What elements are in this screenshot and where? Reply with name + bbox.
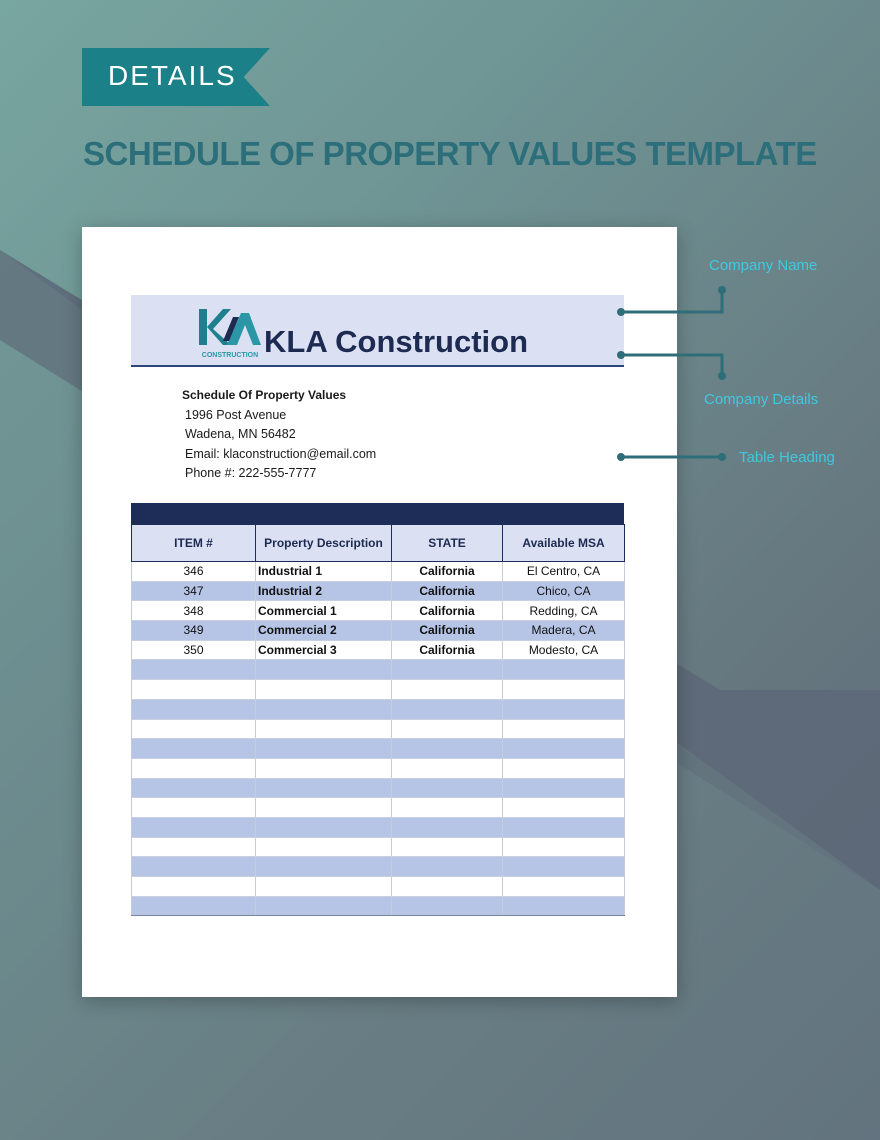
description-cell: Commercial 3 [256, 640, 392, 660]
company-banner [131, 295, 624, 367]
empty-table-row [132, 857, 625, 877]
empty-cell [132, 739, 256, 759]
empty-cell [132, 699, 256, 719]
empty-table-row [132, 837, 625, 857]
callout-company-name: Company Name [709, 257, 818, 274]
description-cell: Commercial 1 [256, 601, 392, 621]
empty-cell [256, 778, 392, 798]
empty-cell [503, 798, 625, 818]
table-row [132, 562, 625, 582]
empty-table-row [132, 758, 625, 778]
description-cell: Industrial 2 [256, 581, 392, 601]
table-row [132, 621, 625, 641]
empty-cell [503, 739, 625, 759]
empty-table-row [132, 680, 625, 700]
callout-table-heading: Table Heading [739, 449, 835, 466]
empty-cell [132, 798, 256, 818]
empty-cell [392, 660, 503, 680]
empty-cell [132, 680, 256, 700]
empty-cell [256, 896, 392, 916]
item-number-cell: 350 [132, 640, 256, 660]
email-line: Email: klaconstruction@email.com [185, 446, 377, 461]
empty-table-row [132, 896, 625, 916]
empty-cell [392, 857, 503, 877]
company-logo-icon [197, 305, 263, 361]
empty-cell [256, 739, 392, 759]
empty-cell [132, 857, 256, 877]
state-cell: California [392, 562, 503, 582]
empty-table-row [132, 877, 625, 897]
empty-table-row [132, 778, 625, 798]
empty-cell [256, 817, 392, 837]
property-values-table [131, 524, 625, 916]
column-header-state: STATE [392, 525, 503, 562]
empty-cell [503, 699, 625, 719]
details-heading: Schedule Of Property Values [182, 388, 347, 402]
state-cell: California [392, 640, 503, 660]
column-header-msa: Available MSA [503, 525, 625, 562]
empty-cell [392, 778, 503, 798]
logo-subtext: CONSTRUCTION [201, 352, 259, 359]
item-number-cell: 347 [132, 581, 256, 601]
empty-cell [392, 896, 503, 916]
city-state-zip-line: Wadena, MN 56482 [185, 427, 296, 441]
empty-table-row [132, 699, 625, 719]
empty-cell [392, 758, 503, 778]
empty-cell [392, 739, 503, 759]
company-name: KLA Construction [264, 324, 529, 359]
empty-cell [132, 778, 256, 798]
empty-cell [256, 877, 392, 897]
empty-cell [256, 699, 392, 719]
msa-cell: Modesto, CA [503, 640, 625, 660]
empty-cell [132, 877, 256, 897]
empty-table-row [132, 798, 625, 818]
empty-cell [392, 837, 503, 857]
state-cell: California [392, 581, 503, 601]
empty-table-row [132, 739, 625, 759]
empty-cell [392, 817, 503, 837]
empty-cell [392, 798, 503, 818]
page-title: SCHEDULE OF PROPERTY VALUES TEMPLATE [83, 135, 817, 172]
empty-cell [503, 837, 625, 857]
empty-table-row [132, 817, 625, 837]
msa-cell: Madera, CA [503, 621, 625, 641]
details-badge-label: DETAILS [108, 60, 237, 91]
item-number-cell: 348 [132, 601, 256, 621]
empty-cell [503, 857, 625, 877]
empty-cell [256, 837, 392, 857]
empty-cell [392, 719, 503, 739]
table-row [132, 601, 625, 621]
empty-cell [256, 719, 392, 739]
empty-cell [132, 817, 256, 837]
company-details [182, 386, 376, 484]
table-row [132, 581, 625, 601]
table-header-row [132, 525, 625, 562]
empty-table-row [132, 660, 625, 680]
empty-cell [503, 660, 625, 680]
empty-cell [132, 837, 256, 857]
empty-cell [132, 896, 256, 916]
empty-cell [503, 896, 625, 916]
empty-table-row [132, 719, 625, 739]
empty-cell [503, 778, 625, 798]
empty-cell [132, 758, 256, 778]
table-heading-bar [131, 503, 624, 524]
empty-cell [132, 660, 256, 680]
empty-cell [392, 877, 503, 897]
callout-company-details: Company Details [704, 391, 819, 408]
empty-cell [256, 798, 392, 818]
empty-cell [256, 680, 392, 700]
empty-cell [503, 877, 625, 897]
item-number-cell: 349 [132, 621, 256, 641]
state-cell: California [392, 601, 503, 621]
msa-cell: El Centro, CA [503, 562, 625, 582]
msa-cell: Chico, CA [503, 581, 625, 601]
address-line: 1996 Post Avenue [185, 407, 287, 422]
empty-cell [503, 817, 625, 837]
column-header-item: ITEM # [132, 525, 256, 562]
table-row [132, 640, 625, 660]
empty-cell [132, 719, 256, 739]
column-header-description: Property Description [256, 525, 392, 562]
document-preview [82, 227, 677, 997]
empty-cell [503, 719, 625, 739]
empty-cell [392, 699, 503, 719]
empty-cell [256, 857, 392, 877]
state-cell: California [392, 621, 503, 641]
empty-cell [503, 680, 625, 700]
description-cell: Commercial 2 [256, 621, 392, 641]
description-cell: Industrial 1 [256, 562, 392, 582]
msa-cell: Redding, CA [503, 601, 625, 621]
empty-cell [392, 680, 503, 700]
phone-line: Phone #: 222-555-7777 [185, 466, 317, 480]
item-number-cell: 346 [132, 562, 256, 582]
empty-cell [256, 758, 392, 778]
empty-cell [503, 758, 625, 778]
empty-cell [256, 660, 392, 680]
